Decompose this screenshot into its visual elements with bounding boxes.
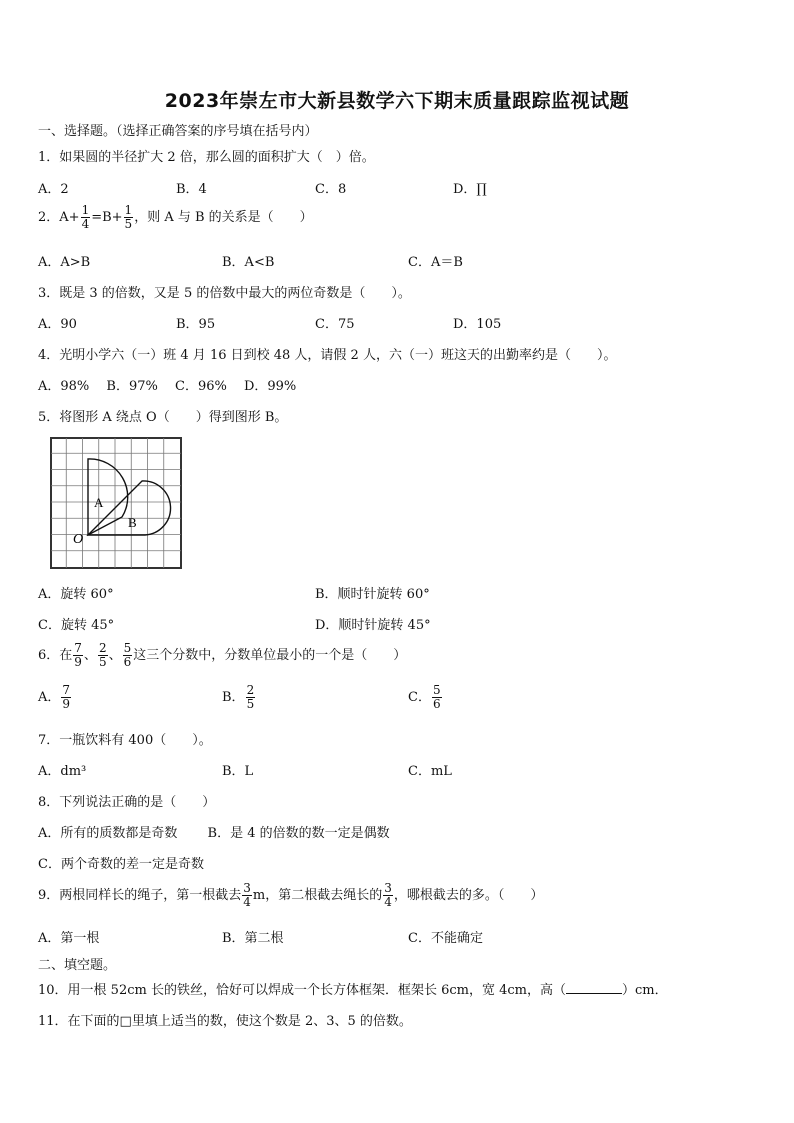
q3-option-a[interactable]: A．90	[38, 317, 77, 332]
q3-option-d[interactable]: D．105	[453, 317, 502, 332]
q6-option-c-label: C．	[408, 690, 431, 705]
q6-option-a[interactable]	[38, 684, 72, 711]
label-o: O	[73, 532, 84, 547]
question-1: 1．如果圆的半径扩大 2 倍，那么圆的面积扩大（ ）倍。	[38, 150, 375, 165]
q7-option-b[interactable]: B．L	[222, 764, 254, 779]
q9-f1-numerator: 3	[243, 881, 251, 895]
q1-option-c[interactable]: C．8	[315, 182, 347, 197]
q6-fraction-2	[98, 642, 108, 669]
section-heading-fill: 二、填空题。	[38, 958, 117, 973]
q6-option-b[interactable]	[222, 684, 256, 711]
q8-option-c[interactable]: C．两个奇数的差一定是奇数	[38, 857, 204, 872]
question-6	[38, 642, 406, 669]
q6-text-pre: 6．在	[38, 648, 73, 663]
q6-option-a-fraction	[61, 684, 71, 711]
q2-text-mid: =B+	[91, 210, 123, 225]
q6-sep-1: 、	[83, 648, 97, 663]
question-8: 8．下列说法正确的是（ ）	[38, 795, 216, 810]
q9-text-mid: m，第二根截去绳长的	[252, 888, 383, 903]
q3-option-b[interactable]: B．95	[176, 317, 216, 332]
q9-fraction-1	[242, 882, 252, 909]
q6-sep-2: 、	[108, 648, 122, 663]
q3-option-c[interactable]: C．75	[315, 317, 355, 332]
question-3: 3．既是 3 的倍数，又是 5 的倍数中最大的两位奇数是（ ）。	[38, 286, 411, 301]
q6-option-b-numerator: 2	[246, 683, 255, 697]
q6-f2-denominator: 5	[98, 655, 107, 669]
q6-option-c-denominator: 6	[432, 697, 441, 711]
q6-option-b-fraction	[246, 684, 256, 711]
q7-option-c[interactable]: C．mL	[408, 764, 452, 779]
q2-f1-numerator: 1	[81, 203, 90, 217]
q2-text-pre: 2．A+	[38, 210, 80, 225]
q2-f2-denominator: 5	[124, 217, 133, 231]
q10-text-post: ）cm．	[621, 983, 668, 998]
q6-f2-numerator: 2	[98, 641, 107, 655]
q5-option-b[interactable]: B．顺时针旋转 60°	[315, 587, 430, 602]
q6-f1-denominator: 9	[74, 655, 82, 669]
q6-f3-denominator: 6	[123, 655, 132, 669]
section-heading-choice: 一、选择题。（选择正确答案的序号填在括号内）	[38, 124, 318, 139]
q6-option-c[interactable]	[408, 684, 443, 711]
q5-option-d[interactable]: D．顺时针旋转 45°	[315, 618, 431, 633]
question-2	[38, 204, 313, 231]
q9-option-a[interactable]: A．第一根	[38, 931, 100, 946]
q6-option-b-label: B．	[222, 690, 245, 705]
label-b: B	[128, 515, 137, 530]
question-11: 11．在下面的□里填上适当的数，使这个数是 2、3、5 的倍数。	[38, 1014, 412, 1029]
q6-option-b-denominator: 5	[246, 697, 255, 711]
q6-fraction-3	[123, 642, 133, 669]
question-10	[38, 979, 668, 998]
q1-option-b[interactable]: B．4	[176, 182, 207, 197]
q1-option-d[interactable]: D．∏	[453, 182, 487, 197]
q9-f1-denominator: 4	[243, 895, 251, 909]
q6-option-a-numerator: 7	[62, 683, 71, 697]
page-title: 2023年崇左市大新县数学六下期末质量跟踪监视试题	[164, 90, 630, 112]
q1-option-a[interactable]: A．2	[38, 182, 69, 197]
q7-option-a[interactable]: A．dm³	[38, 764, 87, 779]
question-4: 4．光明小学六（一）班 4 月 16 日到校 48 人，请假 2 人，六（一）班这天的出勤率约是（ ）。	[38, 348, 617, 363]
grid-lines	[51, 438, 181, 568]
rotation-grid-figure	[50, 437, 182, 569]
q6-f3-numerator: 5	[123, 641, 132, 655]
q6-f1-numerator: 7	[74, 641, 82, 655]
q2-option-a[interactable]: A．A>B	[38, 255, 91, 270]
q6-text-post: 这三个分数中，分数单位最小的一个是（ ）	[133, 648, 407, 663]
q6-option-c-fraction	[432, 684, 442, 711]
q2-text-post: ，则 A 与 B 的关系是（ ）	[134, 210, 313, 225]
q5-option-c[interactable]: C．旋转 45°	[38, 618, 115, 633]
q10-text-pre: 10．用一根 52cm 长的铁丝，恰好可以焊成一个长方体框架．框架长 6cm，宽 4cm，高（	[38, 983, 566, 998]
q2-fraction-1	[81, 204, 91, 231]
question-7: 7．一瓶饮料有 400（ ）。	[38, 733, 212, 748]
q9-f2-denominator: 4	[384, 895, 392, 909]
q9-f2-numerator: 3	[384, 881, 392, 895]
q2-fraction-2	[124, 204, 134, 231]
q9-text-post: ，哪根截去的多。（ ）	[393, 888, 544, 903]
question-5: 5．将图形 A 绕点 O（ ）得到图形 B。	[38, 410, 288, 425]
q6-option-a-label: A．	[38, 690, 61, 705]
q6-fraction-1	[73, 642, 83, 669]
q2-option-c[interactable]: C．A＝B	[408, 255, 463, 270]
q5-option-a[interactable]: A．旋转 60°	[38, 587, 114, 602]
q4-options[interactable]: A．98% B．97% C．96% D．99%	[38, 379, 297, 394]
q6-option-a-denominator: 9	[62, 697, 71, 711]
q9-text-pre: 9．两根同样长的绳子，第一根截去	[38, 888, 242, 903]
q9-option-b[interactable]: B．第二根	[222, 931, 284, 946]
q2-f2-numerator: 1	[124, 203, 133, 217]
q6-option-c-numerator: 5	[432, 683, 441, 697]
q2-option-b[interactable]: B．A<B	[222, 255, 275, 270]
q10-answer-blank[interactable]	[566, 981, 622, 994]
q9-option-c[interactable]: C．不能确定	[408, 931, 483, 946]
grid-border	[51, 438, 181, 568]
q8-option-ab[interactable]: A．所有的质数都是奇数 B．是 4 的倍数的数一定是偶数	[38, 826, 390, 841]
question-9	[38, 882, 543, 909]
q9-fraction-2	[383, 882, 393, 909]
label-a: A	[94, 495, 104, 510]
q2-f1-denominator: 4	[81, 217, 90, 231]
